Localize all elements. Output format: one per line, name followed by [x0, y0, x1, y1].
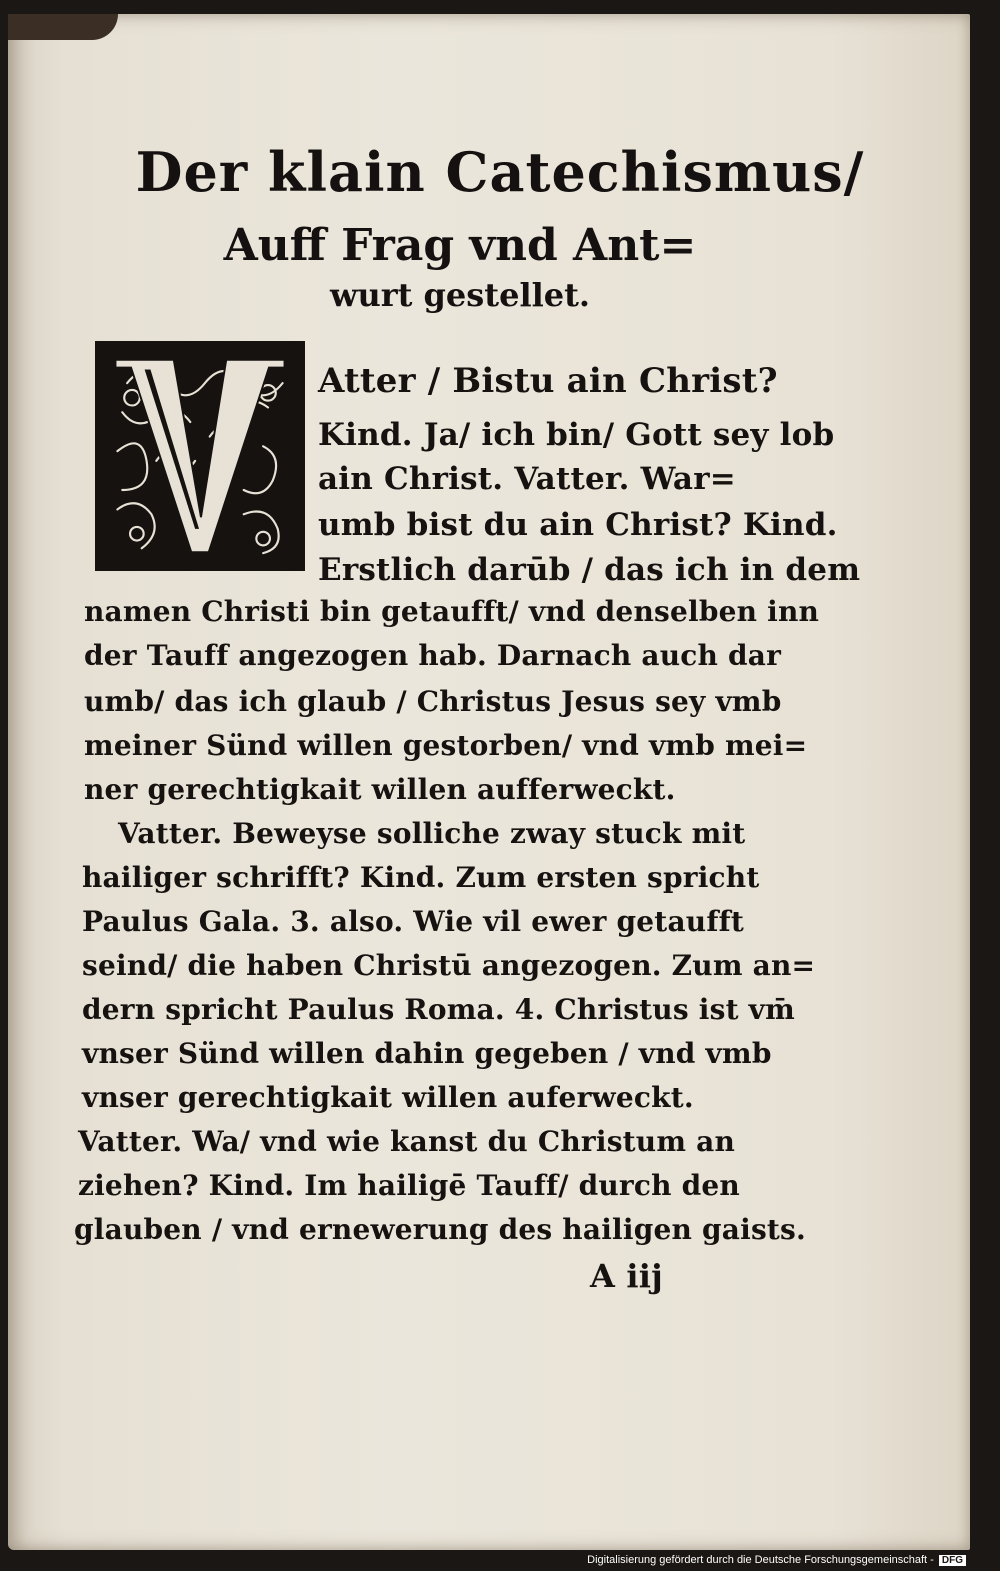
- text-line-2: Kind. Ja/ ich bin/ Gott sey lob: [318, 417, 835, 453]
- text-line-20: glauben / vnd ernewerung des hailigen gaists.: [74, 1213, 806, 1246]
- text-line-10: ner gerechtigkait willen aufferweckt.: [84, 773, 676, 806]
- text-line-3: ain Christ. Vatter. War=: [318, 461, 736, 497]
- ornament-icon: [98, 344, 302, 568]
- text-line-16: vnser Sünd willen dahin gegeben / vnd vmb: [82, 1037, 772, 1070]
- title-line-1: Der klain Catechismus/: [135, 140, 865, 204]
- text-line-14: seind/ die haben Christū angezogen. Zum an=: [82, 949, 816, 982]
- text-line-15: dern spricht Paulus Roma. 4. Christus ist vm̄: [82, 993, 795, 1026]
- text-line-18: Vatter. Wa/ vnd wie kanst du Christum an: [78, 1125, 736, 1158]
- text-line-9: meiner Sünd willen gestorben/ vnd vmb mei=: [84, 729, 808, 762]
- text-line-12: hailiger schrifft? Kind. Zum ersten spricht: [82, 861, 760, 894]
- text-line-5: Erstlich darūb / das ich in dem: [318, 552, 861, 588]
- digitization-footer: [587, 1554, 966, 1566]
- text-line-19: ziehen? Kind. Im hailigē Tauff/ durch den: [78, 1169, 740, 1202]
- dfg-logo: DFG: [939, 1555, 966, 1566]
- text-line-13: Paulus Gala. 3. also. Wie vil ewer getaufft: [82, 905, 744, 938]
- signature-mark: A iij: [590, 1257, 663, 1295]
- text-line-6: namen Christi bin getaufft/ vnd denselben inn: [84, 595, 820, 628]
- text-line-8: umb/ das ich glaub / Christus Jesus sey vmb: [84, 685, 782, 718]
- page-corner-shadow: [8, 14, 118, 40]
- text-line-1: Atter / Bistu ain Christ?: [318, 361, 778, 401]
- text-line-4: umb bist du ain Christ? Kind.: [318, 507, 838, 543]
- footer-text: Digitalisierung gefördert durch die Deutsche Forschungsgemeinschaft -: [587, 1554, 934, 1566]
- title-line-2: Auff Frag vnd Ant=: [223, 220, 697, 271]
- decorated-initial-v: [95, 341, 305, 571]
- text-line-11: Vatter. Beweyse solliche zway stuck mit: [118, 817, 746, 850]
- title-line-3: wurt gestellet.: [329, 276, 591, 314]
- text-line-7: der Tauff angezogen hab. Darnach auch dar: [84, 639, 782, 672]
- text-line-17: vnser gerechtigkait willen auferweckt.: [82, 1081, 694, 1114]
